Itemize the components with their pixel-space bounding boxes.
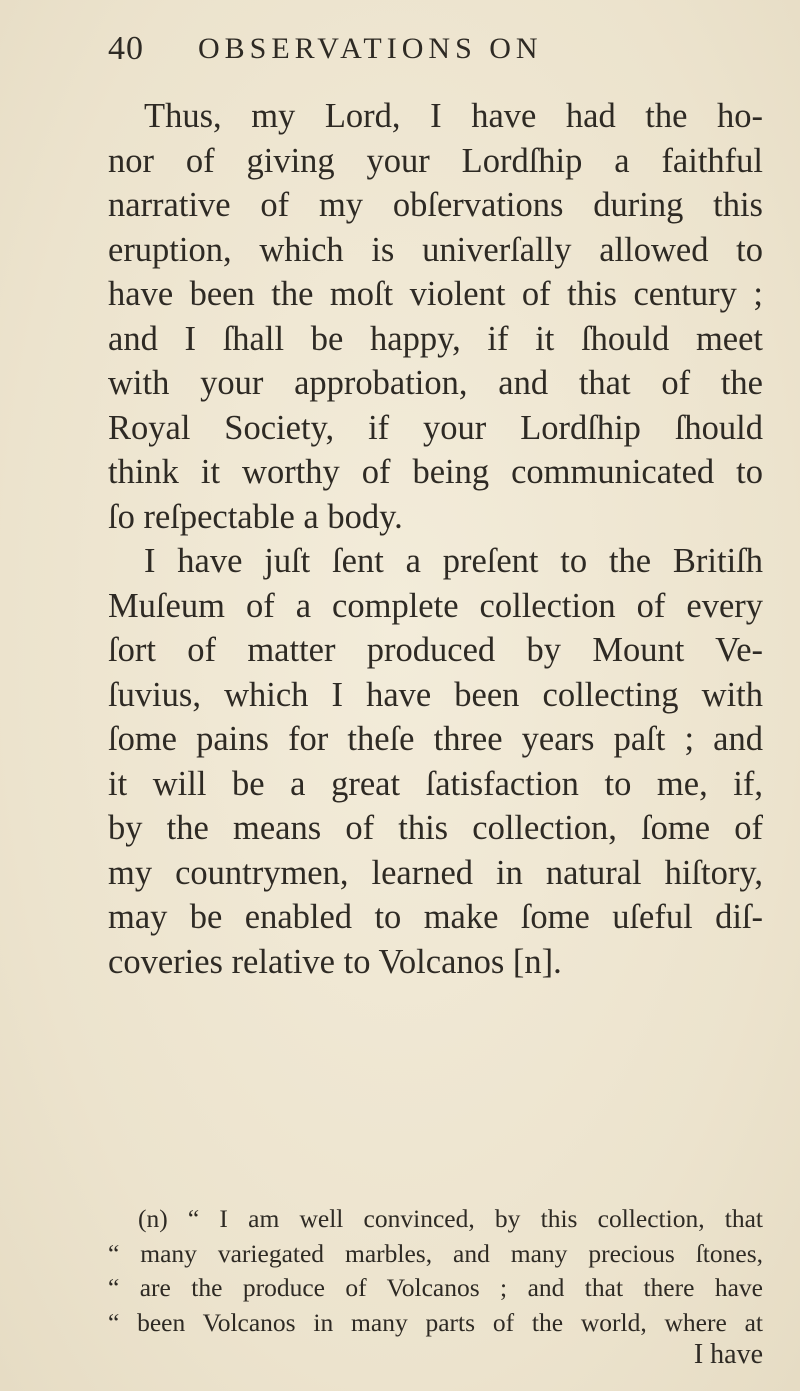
text-line: may be enabled to make ſome uſeful diſ- (108, 898, 763, 936)
text-line: I have juſt ſent a preſent to the Britiſh (144, 542, 763, 580)
text-line: have been the moſt violent of this century ; (108, 275, 763, 313)
text-line: it will be a great ſatisfaction to me, if, (108, 764, 763, 803)
footnote-line: (n) “ I am well convinced, by this collection, that (138, 1204, 763, 1233)
text-line: Muſeum of a complete collection of every (108, 586, 763, 625)
footnote (108, 1202, 763, 1340)
text-line: ſuvius, which I have been collecting with (108, 675, 763, 714)
catchword: I have (693, 1339, 763, 1370)
text-line: nor of giving your Lordſhip a faithful (108, 141, 763, 180)
text-line: Royal Society, if your Lordſhip ſhould (108, 408, 763, 447)
running-head: OBSERVATIONS ON (198, 32, 543, 65)
footnote-line: “ been Volcanos in many parts of the world, where at (108, 1307, 763, 1337)
text-line: narrative of my obſervations during this (108, 186, 763, 224)
text-line: ſo reſpectable a body. (108, 497, 403, 536)
text-line: and I ſhall be happy, if it ſhould meet (108, 319, 763, 358)
text-line: eruption, which is univerſally allowed to (108, 230, 763, 269)
page-number: 40 (108, 30, 144, 67)
page-header (108, 28, 748, 78)
text-line: with your approbation, and that of the (108, 364, 763, 402)
footnote-line: “ many variegated marbles, and many precious ſtones, (108, 1238, 763, 1268)
text-line: my countrymen, learned in natural hiſtory, (108, 853, 763, 892)
text-line: ſort of matter produced by Mount Ve- (108, 631, 763, 669)
text-line: coveries relative to Volcanos [n]. (108, 942, 562, 981)
footnote-line: “ are the produce of Volcanos ; and that there have (108, 1273, 763, 1302)
main-text (108, 94, 763, 984)
text-line: ſome pains for theſe three years paſt ; and (108, 720, 763, 758)
text-line: think it worthy of being communicated to (108, 453, 763, 491)
text-line: by the means of this collection, ſome of (108, 809, 763, 847)
text-line: Thus, my Lord, I have had the ho- (144, 97, 763, 135)
